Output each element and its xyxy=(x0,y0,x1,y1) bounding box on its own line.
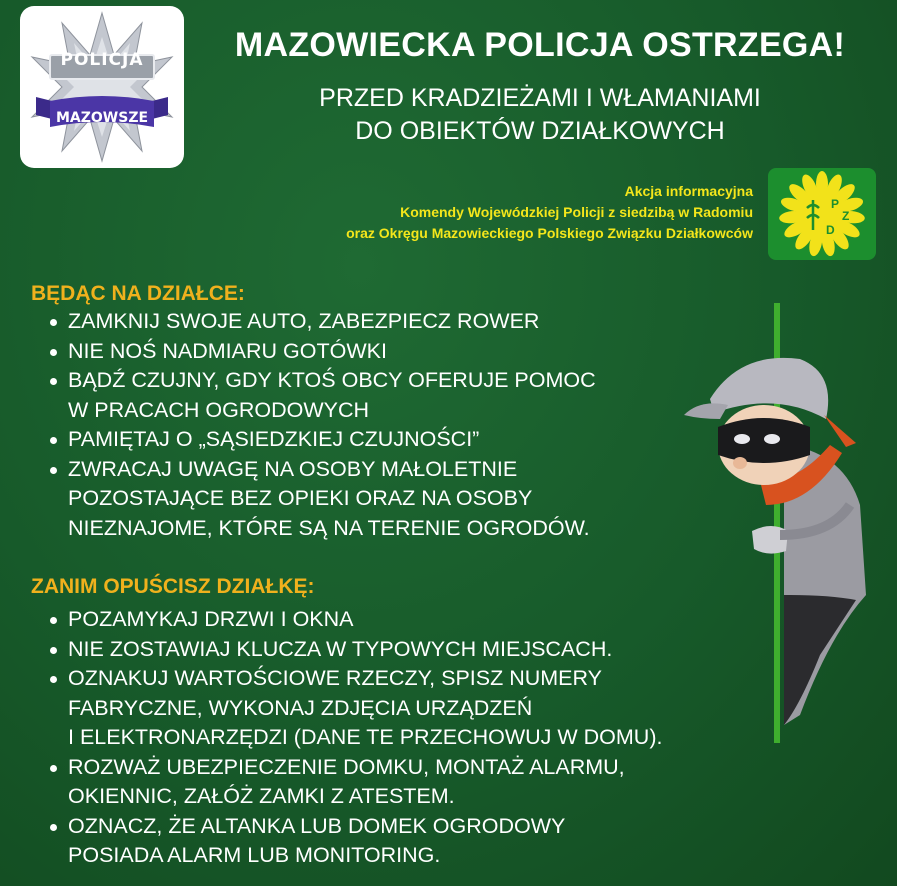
pzd-letter-d: D xyxy=(826,223,835,237)
campaign-info xyxy=(346,181,753,244)
list-item-line: ZAMKNIJ SWOJE AUTO, ZABEZPIECZ ROWER xyxy=(68,309,540,333)
thief-illustration xyxy=(680,295,880,755)
list-item xyxy=(50,605,662,635)
bullet-icon xyxy=(50,437,57,444)
list-item-line: ROZWAŻ UBEZPIECZENIE DOMKU, MONTAŻ ALARMU, xyxy=(68,754,625,779)
list-item-line: NIE ZOSTAWIAJ KLUCZA W TYPOWYCH MIEJSCACH. xyxy=(68,636,613,661)
list-item xyxy=(50,664,662,753)
list-item-line: W PRACACH OGRODOWYCH xyxy=(68,397,369,422)
sunflower-icon xyxy=(768,168,876,260)
list-item xyxy=(50,635,662,665)
police-star-icon xyxy=(20,6,184,168)
list-item-line: OKIENNIC, ZAŁÓŻ ZAMKI Z ATESTEM. xyxy=(68,784,455,808)
bullet-icon xyxy=(50,319,57,326)
list-item-line: POSIADA ALARM LUB MONITORING. xyxy=(68,843,441,867)
list-item-line: I ELEKTRONARZĘDZI (DANE TE PRZECHOWUJ W DOMU). xyxy=(68,725,663,749)
section-heading-at-plot: BĘDĄC NA DZIAŁCE: xyxy=(31,282,245,305)
thief-mask xyxy=(718,418,810,463)
list-item-line: BĄDŹ CZUJNY, GDY KTOŚ OBCY OFERUJE POMOC xyxy=(68,368,596,392)
bullet-icon xyxy=(50,765,57,772)
list-item xyxy=(50,455,596,544)
list-item-line: NIEZNAJOME, KTÓRE SĄ NA TERENIE OGRODÓW. xyxy=(68,515,590,540)
bullet-icon xyxy=(50,676,57,683)
info-line: Komendy Wojewódzkiej Policji z siedzibą w Radomiu xyxy=(400,204,753,220)
list-item xyxy=(50,366,596,425)
tips-list-at-plot xyxy=(50,307,596,543)
list-item-line: POZAMYKAJ DRZWI I OKNA xyxy=(68,607,354,631)
bullet-icon xyxy=(50,467,57,474)
info-line: Akcja informacyjna xyxy=(624,183,753,199)
pzd-letter-z: Z xyxy=(842,209,850,223)
bullet-icon xyxy=(50,378,57,385)
tips-list-before-leaving xyxy=(50,605,662,871)
info-line: oraz Okręgu Mazowieckiego Polskiego Związku Działkowców xyxy=(346,225,753,241)
subtitle-line: PRZED KRADZIEŻAMI I WŁAMANIAMI xyxy=(319,84,761,112)
pzd-letter-p: P xyxy=(831,197,840,211)
list-item-line: NIE NOŚ NADMIARU GOTÓWKI xyxy=(68,338,387,363)
list-item-line: FABRYCZNE, WYKONAJ ZDJĘCIA URZĄDZEŃ xyxy=(68,695,533,720)
police-logo-bottom-word: MAZOWSZE xyxy=(55,110,149,126)
list-item xyxy=(50,307,596,337)
list-item-line: PAMIĘTAJ O „SĄSIEDZKIEJ CZUJNOŚCI” xyxy=(68,427,480,451)
list-item-line: OZNACZ, ŻE ALTANKA LUB DOMEK OGRODOWY xyxy=(68,813,566,838)
list-item-line: ZWRACAJ UWAGĘ NA OSOBY MAŁOLETNIE xyxy=(68,456,518,481)
list-item xyxy=(50,812,662,871)
bullet-icon xyxy=(50,824,57,831)
bullet-icon xyxy=(50,647,57,654)
pzd-logo xyxy=(768,168,876,260)
section-heading-before-leaving: ZANIM OPUŚCISZ DZIAŁKĘ: xyxy=(31,575,315,598)
police-logo-top-word: POLICJA xyxy=(60,50,144,70)
page-subtitle xyxy=(190,82,890,148)
bullet-icon xyxy=(50,617,57,624)
bullet-icon xyxy=(50,349,57,356)
list-item xyxy=(50,425,596,455)
list-item-line: OZNAKUJ WARTOŚCIOWE RZECZY, SPISZ NUMERY xyxy=(68,666,602,690)
list-item xyxy=(50,753,662,812)
subtitle-line: DO OBIEKTÓW DZIAŁKOWYCH xyxy=(355,117,725,145)
page-title: MAZOWIECKA POLICJA OSTRZEGA! xyxy=(234,26,846,64)
list-item-line: POZOSTAJĄCE BEZ OPIEKI ORAZ NA OSOBY xyxy=(68,486,533,510)
police-logo xyxy=(20,6,184,168)
list-item xyxy=(50,337,596,367)
